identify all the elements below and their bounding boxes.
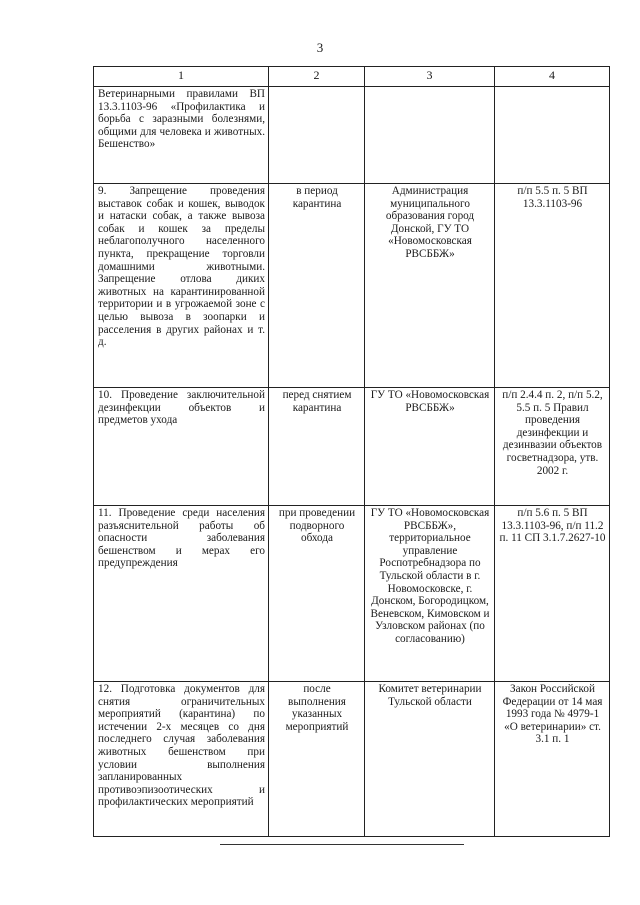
period-cell: при проведении подворного обхода (269, 506, 365, 682)
measure-cell: 11. Проведение среди населения разъяснительной работы об опасности заболевания бешенством и мерах его предупреждения (94, 506, 269, 682)
basis-cell (495, 87, 610, 184)
column-header-1: 1 (94, 67, 269, 87)
table-row (94, 87, 610, 184)
period-cell: в период карантина (269, 184, 365, 388)
page-number: 3 (316, 40, 324, 55)
responsible-cell: ГУ ТО «Новомосковская РВСББЖ», территориальное управление Роспотребнадзора по Тульской области в г. Новомосковске, г. Донском, Богородицком, Веневском, Кимовском и Узловском районах (по согласованию) (365, 506, 495, 682)
table-header-row (94, 67, 610, 87)
basis-cell: п/п 2.4.4 п. 2, п/п 5.2, 5.5 п. 5 Правил проведения дезинфекции и дезинвазии объектов госветнадзора, утв. 2002 г. (495, 388, 610, 506)
column-header-4: 4 (495, 67, 610, 87)
table-row (94, 682, 610, 837)
responsible-cell: Комитет ветеринарии Тульской области (365, 682, 495, 837)
table-row (94, 184, 610, 388)
table-row (94, 388, 610, 506)
period-cell (269, 87, 365, 184)
measures-table (93, 66, 610, 837)
basis-cell: п/п 5.5 п. 5 ВП 13.3.1103-96 (495, 184, 610, 388)
measure-cell: Ветеринарными правилами ВП 13.3.1103-96 «Профилактика и борьба с заразными болезнями, общими для человека и животных. Бешенство» (94, 87, 269, 184)
column-header-3: 3 (365, 67, 495, 87)
table-row (94, 506, 610, 682)
basis-cell: Закон Российской Федерации от 14 мая 1993 года № 4979-1 «О ветеринарии» ст. 3.1 п. 1 (495, 682, 610, 837)
column-header-2: 2 (269, 67, 365, 87)
measure-cell: 10. Проведение заключительной дезинфекции объектов и предметов ухода (94, 388, 269, 506)
signature-divider (220, 844, 464, 845)
measure-cell: 12. Подготовка документов для снятия ограничительных мероприятий (карантина) по истечении 2-х месяцев со дня последнего случая заболевания животных бешенством при условии выполнения запланированных противоэпизоотических и профилактических мероприятий (94, 682, 269, 837)
period-cell: перед снятием карантина (269, 388, 365, 506)
basis-cell: п/п 5.6 п. 5 ВП 13.3.1103-96, п/п 11.2 п. 11 СП 3.1.7.2627-10 (495, 506, 610, 682)
period-cell: после выполнения указанных мероприятий (269, 682, 365, 837)
responsible-cell (365, 87, 495, 184)
measure-cell: 9. Запрещение проведения выставок собак и кошек, выводок и натаски собак, а также вывоза собак и кошек за пределы неблагополучного населенного пункта, прекращение торговли домашними животными. Запрещение отлова диких животных на карантинированной территории и в угрожаемой зоне с целью вывоза в зоопарки и расселения в других районах и т. д. (94, 184, 269, 388)
responsible-cell: ГУ ТО «Новомосковская РВСББЖ» (365, 388, 495, 506)
responsible-cell: Администрация муниципального образования город Донской, ГУ ТО «Новомосковская РВСББЖ» (365, 184, 495, 388)
